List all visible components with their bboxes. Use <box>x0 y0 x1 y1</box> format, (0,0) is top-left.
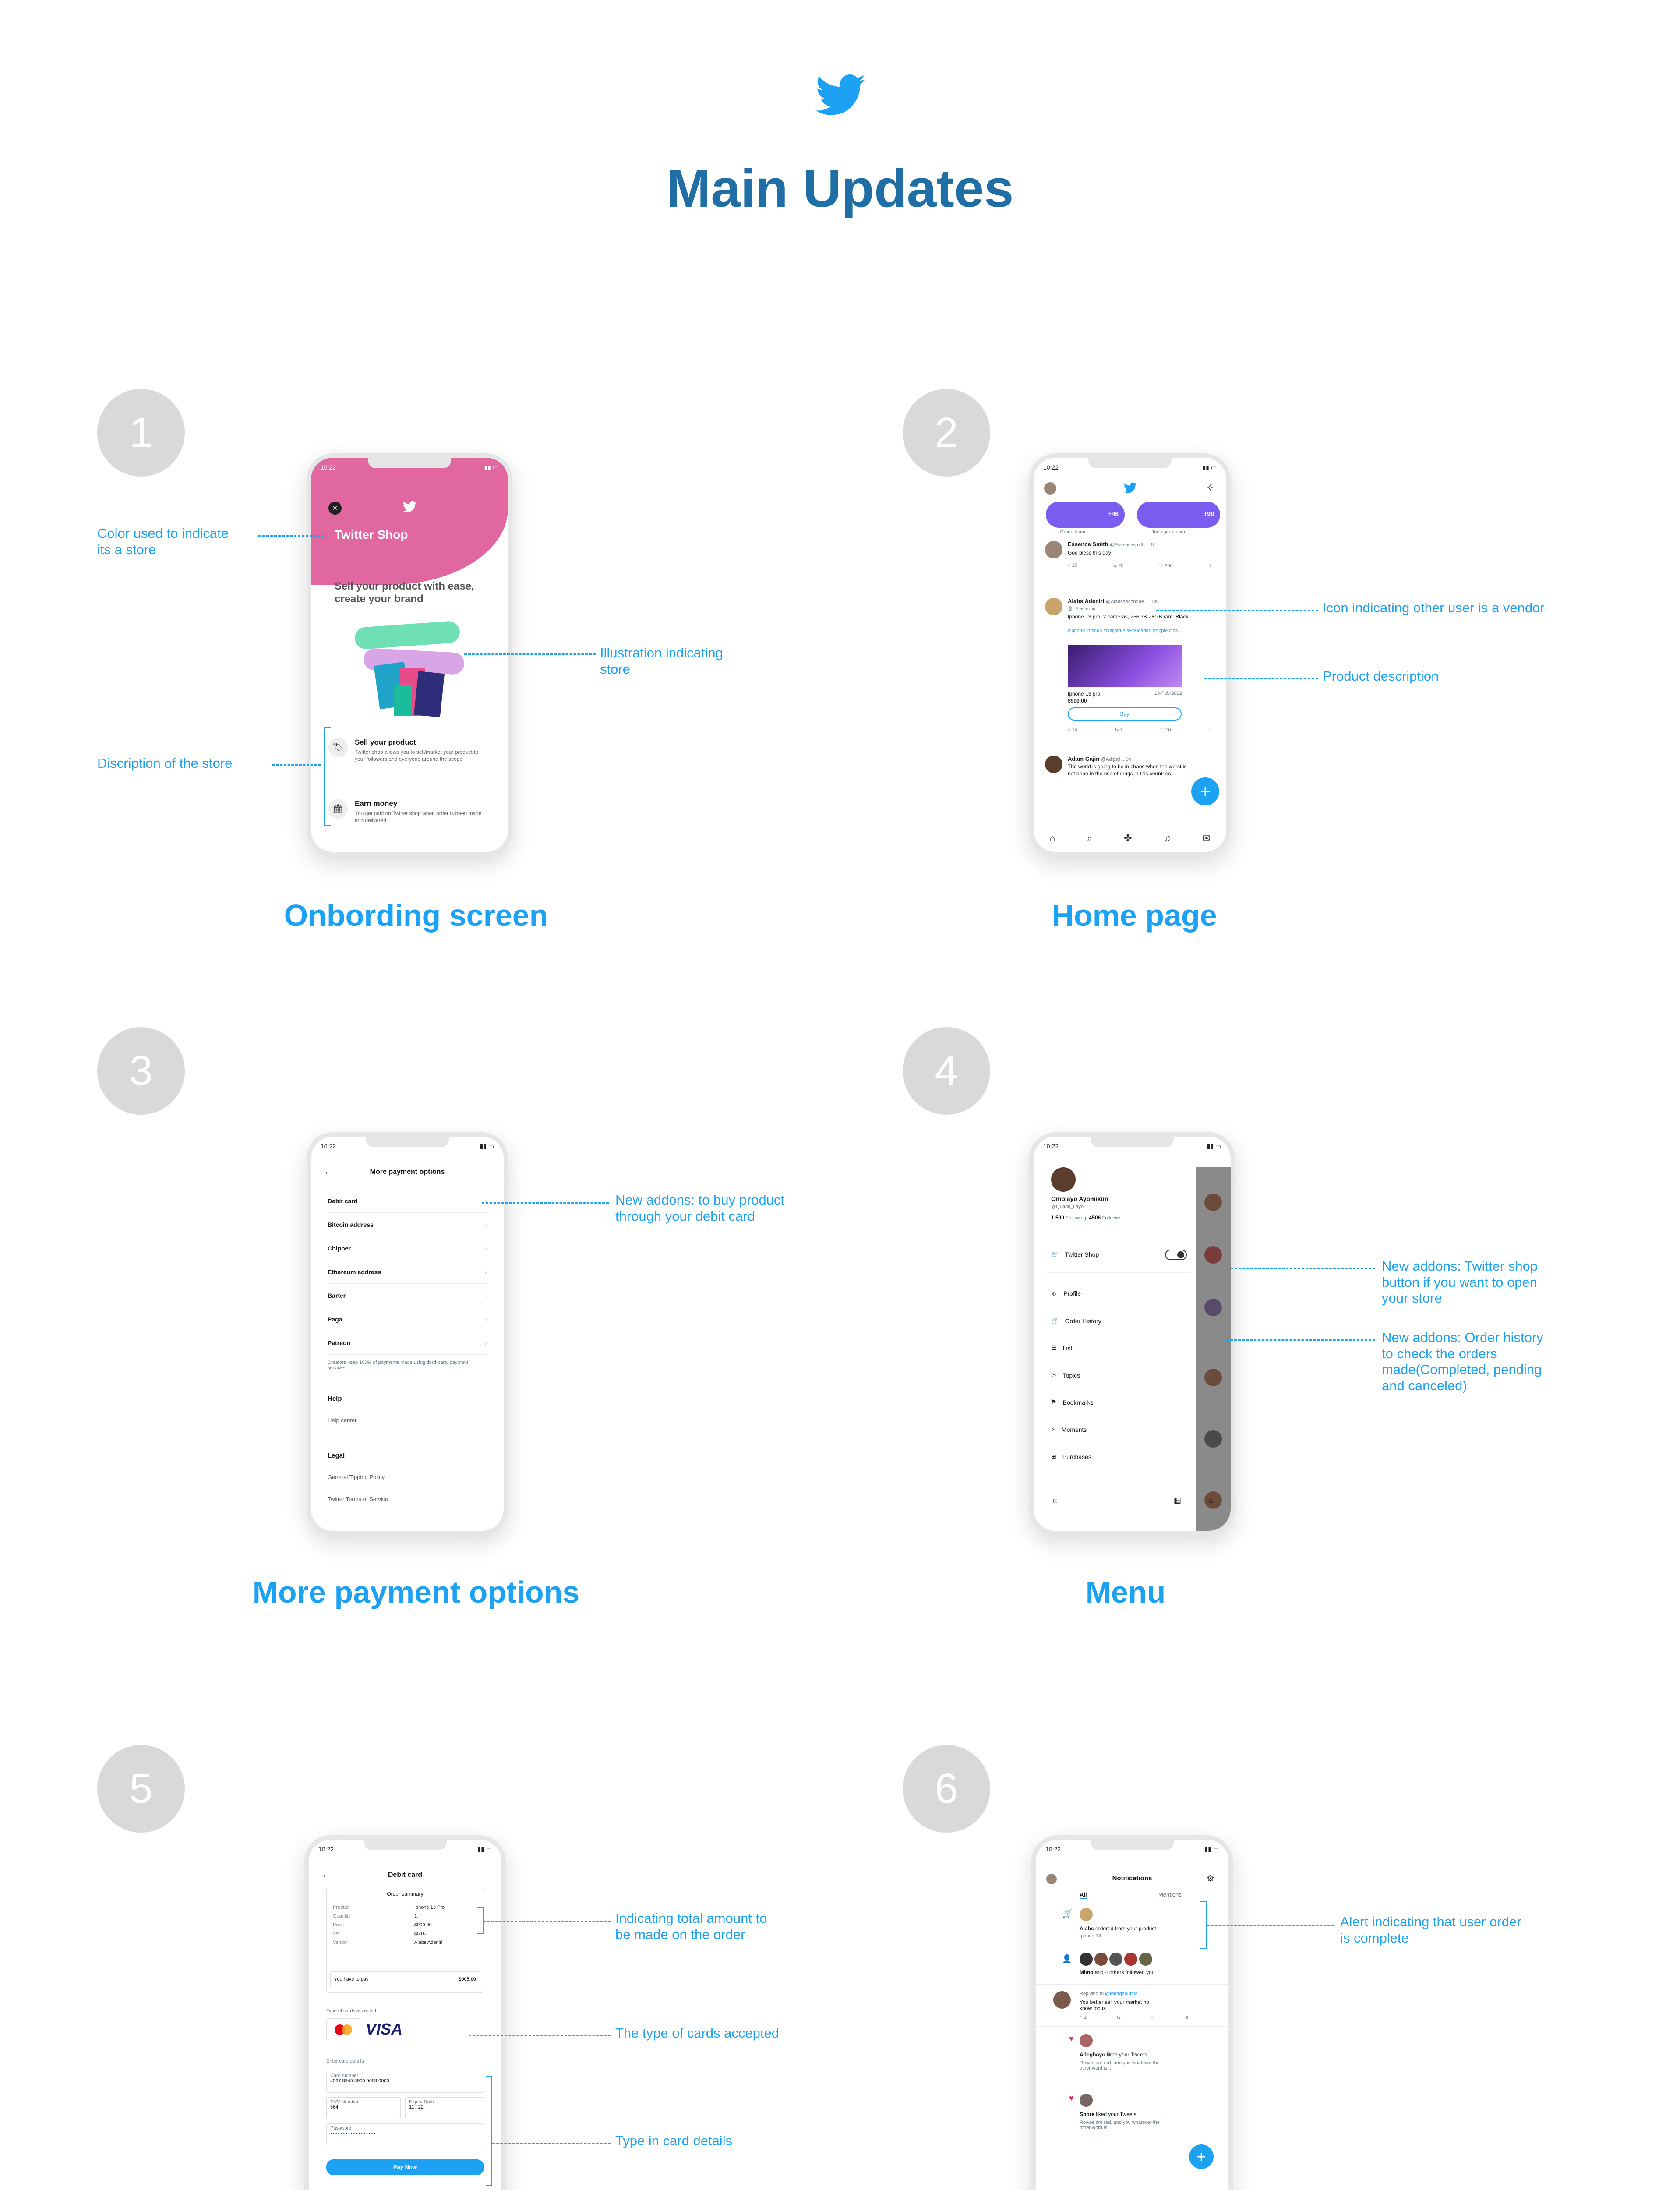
menu-bookmarks[interactable]: ⚑ Bookmarks <box>1051 1399 1094 1406</box>
compose-button[interactable]: + <box>1189 2144 1214 2169</box>
follower-avatars[interactable] <box>1080 1953 1152 1966</box>
order-summary-title: Order summary <box>387 1891 424 1897</box>
annotation-line <box>464 653 596 655</box>
annotation-line <box>258 535 324 537</box>
annotation-bracket <box>486 2076 492 2186</box>
visa-icon[interactable]: VISA <box>366 2020 403 2038</box>
payment-row-paga[interactable]: Paga › <box>328 1307 487 1331</box>
gear-icon[interactable]: ⚙ <box>1207 1874 1214 1883</box>
annotation-debit: New addons: to buy product through your debit card <box>615 1192 785 1224</box>
tweet-1[interactable]: Essence Smith @Essencesmith... 1h God bless this day ○ 15 ⇆ 25 ♡ 200 ⇪ <box>1045 541 1217 558</box>
status-time: 10:22 <box>318 1846 334 1853</box>
battery-icon: ▮▮ ▭ <box>1204 1846 1219 1853</box>
annotation-line <box>482 1202 609 1204</box>
summary-values: Iphone 13 Pro 1 $900.00 $5.00 Alabs Adeniri <box>414 1905 445 1945</box>
like-notice-1-text: Rowes are red, and you whatever the other word is... <box>1080 2060 1160 2071</box>
phone-onboarding <box>307 453 512 856</box>
annotation-line <box>1156 610 1318 611</box>
twitter-bird-icon <box>815 74 866 117</box>
legal-link-tipping[interactable]: General Tipping Policy <box>328 1474 385 1480</box>
avatar[interactable] <box>1053 1991 1071 2009</box>
menu-list[interactable]: ☰ List <box>1051 1344 1073 1352</box>
avatar[interactable] <box>1044 482 1056 495</box>
like-notice-2[interactable]: Shore liked your Tweets <box>1080 2111 1136 2117</box>
avatar[interactable] <box>1080 1908 1093 1921</box>
shop-tagline: Sell your product with ease, create your brand <box>335 580 474 605</box>
annotation-line <box>272 764 321 766</box>
tweet-2[interactable]: Alabs Adeniri @Alabsaecondhe... 18h 🛍 Electronic Iphone 13 pro, 2 cameras, 256GB - 8GB ram. Black. #iphone #Itshop #Naijatrue #Preloaded #Apple #ios Iphone 13 pro 13-Feb-2022 $900.00 Buy ○ 15 ⇆ 7 ♡ 10 ⇪ <box>1045 598 1217 615</box>
follow-notice[interactable]: Mimo and 4 others followed you <box>1080 1969 1155 1975</box>
order-summary-box <box>326 1888 484 1993</box>
store-illustration <box>355 615 469 729</box>
phone-menu <box>1029 1132 1235 1535</box>
annotation-vendor: Icon indicating other user is a vendor <box>1323 600 1545 615</box>
reply-notice: Replying to @Mirageoutfits <box>1080 1991 1138 1996</box>
vendor-tag: 🛍 Electronic <box>1068 606 1097 611</box>
step-badge-4: 4 <box>903 1027 990 1115</box>
group-label-2: Tech guru team <box>1152 530 1185 535</box>
payment-row-ethereum[interactable]: Ethereum address › <box>328 1260 487 1284</box>
tweet-actions[interactable]: ○ 1 ⇆ ♡ ⇪ <box>1080 2015 1189 2020</box>
annotation-description: Discription of the store <box>97 756 233 771</box>
dimmed-timeline[interactable] <box>1196 1167 1231 1531</box>
password-field[interactable]: Password •••••••••••••••••• <box>326 2123 484 2145</box>
annotation-orders: New addons: Order history to check the orders made(Completed, pending and canceled) <box>1382 1330 1543 1393</box>
status-time: 10:22 <box>321 1143 336 1150</box>
profile-handle: @Quadri_Layo <box>1051 1204 1084 1209</box>
annotation-type: Type in card details <box>615 2133 733 2148</box>
avatar[interactable] <box>1051 1167 1076 1192</box>
bookmark-icon: ⚑ <box>1051 1399 1057 1406</box>
tab-mentions[interactable]: Mentions <box>1158 1891 1182 1898</box>
home-icon[interactable]: ⌂ <box>1209 1496 1214 1505</box>
tweet-text: Iphone 13 pro, 2 cameras, 256GB - 8GB ram. Black. <box>1068 614 1190 620</box>
page-title: Main Updates <box>666 159 1014 218</box>
annotation-product: Product description <box>1323 668 1439 684</box>
battery-icon: ▮▮ ▭ <box>480 1143 494 1150</box>
annotation-line <box>1207 1925 1334 1926</box>
heart-icon: ♥ <box>1069 2034 1074 2043</box>
screen-title: Notifications <box>1112 1875 1152 1882</box>
reply-text: You better sell your market no know focus <box>1080 1999 1149 2011</box>
tweet-3[interactable]: Adam Gajin @Adigaji... 3h The world is going to be in chaos when the worst is not done in the use of drugs in this countries <box>1045 756 1217 773</box>
order-alert-product: Iphone 13 <box>1080 1933 1101 1939</box>
step-badge-3: 3 <box>97 1027 185 1115</box>
spaces-icon[interactable]: ✤ <box>1124 832 1132 844</box>
battery-icon: ▮▮ ▭ <box>477 1846 492 1853</box>
cards-label: Type of cards accepted <box>326 2008 376 2013</box>
close-icon[interactable]: × <box>328 502 342 515</box>
phone-debit-card <box>304 1835 506 2190</box>
annotation-bracket <box>324 727 331 826</box>
shop-tag-icon: 🏷 <box>328 738 348 757</box>
total-box: You have to pay $905.00 <box>330 1971 480 1987</box>
status-time: 10:22 <box>1043 464 1059 471</box>
screen-title: Debit card <box>388 1871 423 1879</box>
tab-all[interactable]: All <box>1080 1891 1087 1899</box>
avatar[interactable] <box>1080 2034 1093 2047</box>
section-title-2: Home page <box>1052 898 1217 933</box>
product-date: 13-Feb-2022 <box>1154 691 1182 696</box>
payment-row-barter[interactable]: Barter › <box>328 1284 487 1307</box>
bell-icon[interactable]: ♫ <box>1163 832 1171 844</box>
mail-icon[interactable]: ✉ <box>1202 832 1211 844</box>
shop-header-bg <box>311 458 508 585</box>
shop-cart-icon: 🛒 <box>1062 1909 1073 1918</box>
tweet-actions[interactable]: ○ 15 ⇆ 25 ♡ 200 ⇪ <box>1068 563 1212 569</box>
battery-icon: ▮▮ ▭ <box>1207 1143 1221 1150</box>
tweet-text: The world is going to be in chaos when the worst is not done in the use of drugs in this countries <box>1068 763 1187 777</box>
tweet-text: God bless this day <box>1068 550 1111 556</box>
enter-card-label: Enter card details <box>326 2059 364 2064</box>
bank-icon: 🏛 <box>328 799 348 819</box>
cvv-field[interactable]: CVV Number 564 <box>326 2097 401 2119</box>
menu-order-history[interactable]: 🛒 Order History <box>1051 1317 1101 1325</box>
battery-icon: ▮▮ ▭ <box>1202 464 1217 471</box>
status-time: 10:22 <box>321 464 336 471</box>
annotation-line <box>1231 1268 1375 1269</box>
back-arrow-icon[interactable]: ← <box>322 1870 330 1879</box>
product-image[interactable] <box>1068 645 1182 687</box>
help-heading: Help <box>328 1395 342 1402</box>
tweet-hashtags[interactable]: #iphone #Itshop #Naijatrue #Preloaded #Apple #ios <box>1068 628 1178 633</box>
payment-row-chipper[interactable]: Chipper › <box>328 1236 487 1260</box>
twitter-bird-icon <box>1124 482 1137 494</box>
legal-link-terms[interactable]: Twitter Terms of Service <box>328 1496 388 1502</box>
annotation-bracket <box>1200 1901 1207 1949</box>
step-badge-1: 1 <box>97 389 185 477</box>
annotation-alert: Alert indicating that user order is complete <box>1340 1914 1521 1946</box>
phone-payment-options <box>307 1132 508 1535</box>
step-badge-2: 2 <box>903 389 990 477</box>
list-icon: ☰ <box>1051 1344 1057 1351</box>
menu-moments[interactable]: ⚡ Moments <box>1051 1426 1087 1433</box>
like-notice-2-text: Rowes are red, and you whatever the other word is... <box>1080 2120 1160 2130</box>
pay-now-button[interactable]: Pay Now <box>326 2159 484 2175</box>
search-icon[interactable]: ⌕ <box>1087 832 1092 844</box>
bulb-icon[interactable]: ☼ <box>1051 1496 1059 1505</box>
purchases-icon: ⊞ <box>1051 1453 1056 1460</box>
summary-labels: Product Quantity Price Vat Vendor <box>333 1905 351 1945</box>
item1-title: Sell your product <box>355 738 416 746</box>
group-pill-2[interactable]: +99 <box>1137 502 1220 528</box>
phone-notifications <box>1031 1835 1233 2190</box>
status-time: 10:22 <box>1043 1143 1059 1150</box>
compose-button[interactable]: + <box>1191 777 1219 805</box>
topics-icon: ☉ <box>1051 1371 1057 1378</box>
avatar[interactable] <box>1080 2094 1093 2107</box>
screen-title: More payment options <box>370 1168 445 1176</box>
item2-text: You get paid on Twitter shop when order is been made and delivered <box>355 810 482 823</box>
group-label-1: Green team <box>1060 530 1086 535</box>
legal-heading: Legal <box>328 1452 345 1459</box>
payment-note: Creators keep 100% of payments made using third-party payment services <box>328 1360 468 1371</box>
qr-icon[interactable]: ▦ <box>1174 1496 1182 1505</box>
product-name: Iphone 13 pro <box>1068 691 1101 697</box>
shop-icon: 🛒 <box>1051 1250 1059 1257</box>
back-arrow-icon[interactable]: ← <box>324 1167 332 1176</box>
twitter-shop-item[interactable]: 🛒 Twitter Shop <box>1051 1250 1099 1258</box>
payment-row-bitcoin[interactable]: Bitcoin address › <box>328 1213 487 1236</box>
step-badge-6: 6 <box>903 1745 990 1833</box>
sparkle-icon[interactable]: ✧ <box>1206 482 1214 493</box>
annotation-line <box>492 2143 611 2144</box>
cart-icon: 🛒 <box>1051 1317 1059 1324</box>
menu-profile[interactable]: ☺ Profile <box>1051 1290 1081 1297</box>
payment-row-debit[interactable]: Debit card › <box>328 1189 487 1213</box>
annotation-shop: New addons: Twitter shop button if you want to open your store <box>1382 1258 1538 1306</box>
follow-stats[interactable]: 1,590 Following 4506 Follower <box>1051 1215 1121 1221</box>
order-alert[interactable]: Alabs ordered from your product <box>1080 1925 1156 1932</box>
annotation-line <box>1204 678 1318 679</box>
mastercard-icon[interactable] <box>326 2018 361 2040</box>
section-title-1: Onbording screen <box>284 898 548 933</box>
person-icon: 👤 <box>1062 1954 1072 1963</box>
section-title-3: More payment options <box>252 1575 580 1609</box>
like-notice-1[interactable]: Adegboyo liked your Tweets <box>1080 2052 1147 2058</box>
home-icon[interactable]: ⌂ <box>1049 832 1055 844</box>
annotation-line <box>469 2035 611 2036</box>
phone-home <box>1029 453 1231 856</box>
item2-title: Earn money <box>355 799 398 808</box>
annotation-line <box>484 1921 611 1922</box>
status-time: 10:22 <box>1045 1846 1061 1853</box>
menu-purchases[interactable]: ⊞ Purchases <box>1051 1453 1091 1460</box>
annotation-total: Indicating total amount to be made on the order <box>615 1911 767 1942</box>
shop-title: Twitter Shop <box>335 528 408 541</box>
item1-text: Twitter shop allows you to sell/market your product to your followers and everyone around the scope <box>355 749 479 762</box>
profile-name: Omolayo Ayomikun <box>1051 1195 1108 1202</box>
shop-toggle[interactable] <box>1165 1250 1187 1260</box>
annotation-cards: The type of cards accepted <box>615 2025 779 2041</box>
menu-topics[interactable]: ☉ Topics <box>1051 1371 1080 1379</box>
bottom-tab-bar <box>1034 824 1226 852</box>
expiry-field[interactable]: Expiry Date 11 / 22 <box>405 2097 484 2119</box>
product-price: $900.00 <box>1068 698 1087 704</box>
annotation-bracket <box>477 1907 484 1934</box>
person-icon: ☺ <box>1051 1290 1058 1297</box>
moments-icon: ⚡ <box>1051 1426 1055 1433</box>
tweet-actions[interactable]: ○ 15 ⇆ 7 ♡ 10 ⇪ <box>1068 727 1212 733</box>
annotation-line <box>1226 1339 1375 1341</box>
section-title-4: Menu <box>1085 1575 1166 1609</box>
buy-button[interactable]: Buy <box>1068 707 1182 721</box>
annotation-color: Color used to indicate its a store <box>97 526 229 557</box>
twitter-bird-icon <box>403 501 417 513</box>
payment-row-patreon[interactable]: Patreon › <box>328 1331 487 1355</box>
card-number-field[interactable]: Card number 4567 8945 8900 5683 0000 <box>326 2071 484 2093</box>
group-pill-1[interactable]: +46 <box>1046 502 1125 528</box>
battery-icon: ▮▮ ▭ <box>484 464 498 471</box>
heart-icon: ♥ <box>1069 2094 1074 2102</box>
help-center-link[interactable]: Help center <box>328 1417 357 1424</box>
annotation-illustration: Illustration indicating store <box>600 645 723 677</box>
step-badge-5: 5 <box>97 1745 185 1833</box>
